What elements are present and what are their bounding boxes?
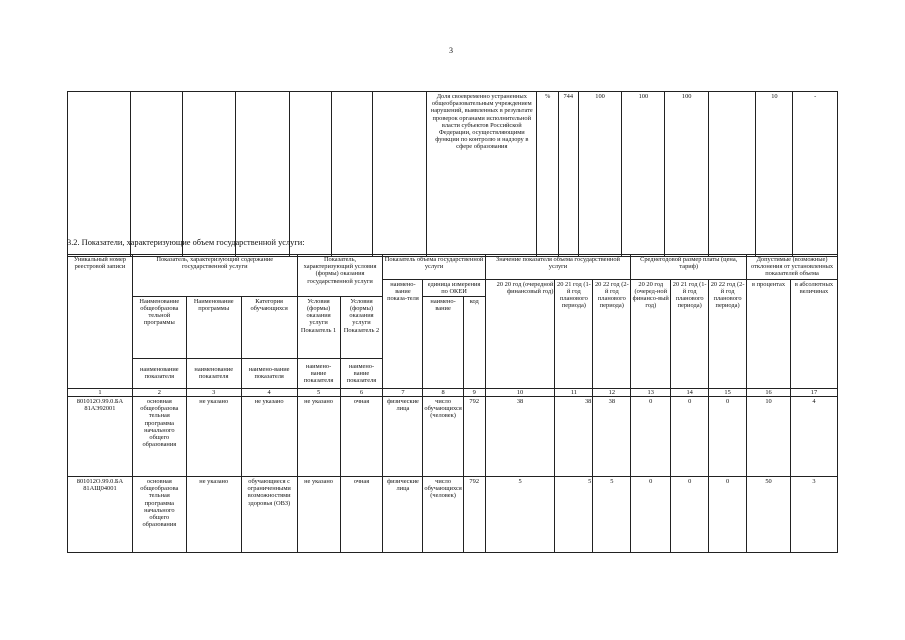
- deviation-percent: 10: [747, 397, 791, 477]
- unit-name: число обучающихся (человек): [423, 397, 463, 477]
- unit-name: число обучающихся (человек): [423, 477, 463, 553]
- header-program-name: Наименование общеобразова тельной программы: [132, 296, 186, 358]
- column-number: 8: [423, 388, 463, 396]
- value-year3: 5: [593, 477, 631, 553]
- fee-year2: 0: [671, 397, 709, 477]
- registry-number: 801012О.99.0.БА 81АЭ92001: [68, 397, 133, 477]
- header-condition2: Условия (формы) оказания услуги Показатель 2: [340, 296, 383, 358]
- header-condition-indicator: Показатель, характеризующий условия (формы) оказания государственной услуги: [297, 255, 383, 297]
- deviation-percent: 10: [756, 92, 793, 257]
- header-indicator-name-1: наименование показателя: [132, 358, 186, 388]
- program: не указано: [186, 397, 241, 477]
- empty-cell: [331, 92, 373, 257]
- empty-cell: [709, 92, 756, 257]
- indicator-name: Доля своевременно устраненных общеобразовательным учреждением нарушений, выявленных в результате проверок органами исполнительной власти субъектов Российской Федерации, осуществляющими функции по контролю и надзору в сфере образования: [427, 92, 537, 257]
- header-content-indicator: Показатель, характеризующий содержание государственной услуги: [132, 255, 297, 297]
- value-year1: 38: [485, 397, 555, 477]
- column-number: 12: [593, 388, 631, 396]
- deviation-absolute: -: [793, 92, 838, 257]
- column-number: 9: [463, 388, 485, 396]
- header-unit-code: код: [463, 296, 485, 388]
- header-percent: в процентах: [747, 279, 791, 388]
- column-number: 14: [671, 388, 709, 396]
- column-number: 10: [485, 388, 555, 396]
- header-year1: 20 20 год (очередной финансовый год): [485, 279, 555, 388]
- header-year3: 20 22 год (2-й год планового периода): [593, 279, 631, 388]
- value-year2: 5: [555, 477, 593, 553]
- unit-code: 792: [463, 397, 485, 477]
- header-average-fee: Среднегодовой размер платы (цена, тариф): [631, 255, 747, 280]
- header-volume-indicator: Показатель объема государственной услуги: [383, 255, 485, 280]
- column-number-row: [68, 388, 838, 396]
- header-unit: единица измерения по ОКЕИ: [423, 279, 485, 296]
- header-program: Наименование программы: [186, 296, 241, 358]
- indicator-name: физические лица: [383, 397, 423, 477]
- volume-indicator-table: [67, 254, 838, 553]
- fee-year1: 0: [631, 397, 671, 477]
- header-registry-number: Уникальный номер реестровой записи: [68, 255, 133, 389]
- column-number: 13: [631, 388, 671, 396]
- column-number: 5: [297, 388, 340, 396]
- empty-cell: [373, 92, 427, 257]
- value-year3: 38: [593, 397, 631, 477]
- column-number: 6: [340, 388, 383, 396]
- program-name: основная общеобразова тельная программа начального общего образования: [132, 397, 186, 477]
- column-number: 1: [68, 388, 133, 396]
- header-unit-name: наимено-вание: [423, 296, 463, 388]
- header-indicator-name-2: наименование показателя: [186, 358, 241, 388]
- student-category: обучающиеся с ограниченными возможностями здоровья (ОВЗ): [241, 477, 297, 553]
- value-year3: 100: [665, 92, 709, 257]
- empty-cell: [290, 92, 332, 257]
- condition1: не указано: [297, 477, 340, 553]
- fee-year2: 0: [671, 477, 709, 553]
- condition1: не указано: [297, 397, 340, 477]
- header-volume-value: Значение показателя объема государственной услуги: [485, 255, 631, 280]
- unit-code: 792: [463, 477, 485, 553]
- program: не указано: [186, 477, 241, 553]
- column-number: 3: [186, 388, 241, 396]
- page-number: 3: [449, 46, 453, 55]
- section-title: 3.2. Показатели, характеризующие объем государственной услуги:: [67, 238, 305, 247]
- student-category: не указано: [241, 397, 297, 477]
- header-row: [68, 255, 838, 280]
- value-year2: 38: [555, 397, 593, 477]
- program-name: основная общеобразова тельная программа начального общего образования: [132, 477, 186, 553]
- header-year2: 20 21 год (1-й год планового периода): [555, 279, 593, 388]
- table-row: [68, 92, 838, 257]
- empty-cell: [130, 92, 182, 257]
- column-number: 4: [241, 388, 297, 396]
- header-indicator-name-5: наимено-вание показателя: [340, 358, 383, 388]
- column-number: 11: [555, 388, 593, 396]
- column-number: 15: [709, 388, 747, 396]
- header-indicator-name-3: наимено-вание показателя: [241, 358, 297, 388]
- empty-cell: [235, 92, 289, 257]
- header-category: Категория обучающихся: [241, 296, 297, 358]
- empty-cell: [68, 92, 131, 257]
- header-fee-year2: 20 21 год (1-й год планового периода): [671, 279, 709, 388]
- header-condition1: Условия (формы) оказания услуги Показатель 1: [297, 296, 340, 358]
- indicator-code: 744: [558, 92, 578, 257]
- column-number: 7: [383, 388, 423, 396]
- table-row: [68, 397, 838, 477]
- value-year1: 5: [485, 477, 555, 553]
- header-fee-year1: 20 20 год (очеред-ной финансо-вый год): [631, 279, 671, 388]
- indicator-unit: %: [537, 92, 559, 257]
- column-number: 2: [132, 388, 186, 396]
- empty-cell: [182, 92, 235, 257]
- column-number: 16: [747, 388, 791, 396]
- condition2: очная: [340, 397, 383, 477]
- quality-indicator-table: [67, 91, 838, 257]
- condition2: очная: [340, 477, 383, 553]
- header-fee-year3: 20 22 год (2-й год планового периода): [709, 279, 747, 388]
- fee-year3: 0: [709, 397, 747, 477]
- value-year2: 100: [622, 92, 665, 257]
- header-absolute: в абсолютных величинах: [790, 279, 837, 388]
- value-year1: 100: [578, 92, 622, 257]
- registry-number: 801012О.99.0.БА 81АЩ04001: [68, 477, 133, 553]
- deviation-absolute: 3: [790, 477, 837, 553]
- header-indicator-name: наимено-вание показа-теля: [383, 279, 423, 388]
- deviation-percent: 50: [747, 477, 791, 553]
- indicator-name: физические лица: [383, 477, 423, 553]
- header-indicator-name-4: наимено-вание показателя: [297, 358, 340, 388]
- column-number: 17: [790, 388, 837, 396]
- fee-year3: 0: [709, 477, 747, 553]
- table-row: [68, 477, 838, 553]
- header-allowed-deviation: Допустимые (возможные) отклонения от установленных показателей объема: [747, 255, 838, 280]
- deviation-absolute: 4: [790, 397, 837, 477]
- fee-year1: 0: [631, 477, 671, 553]
